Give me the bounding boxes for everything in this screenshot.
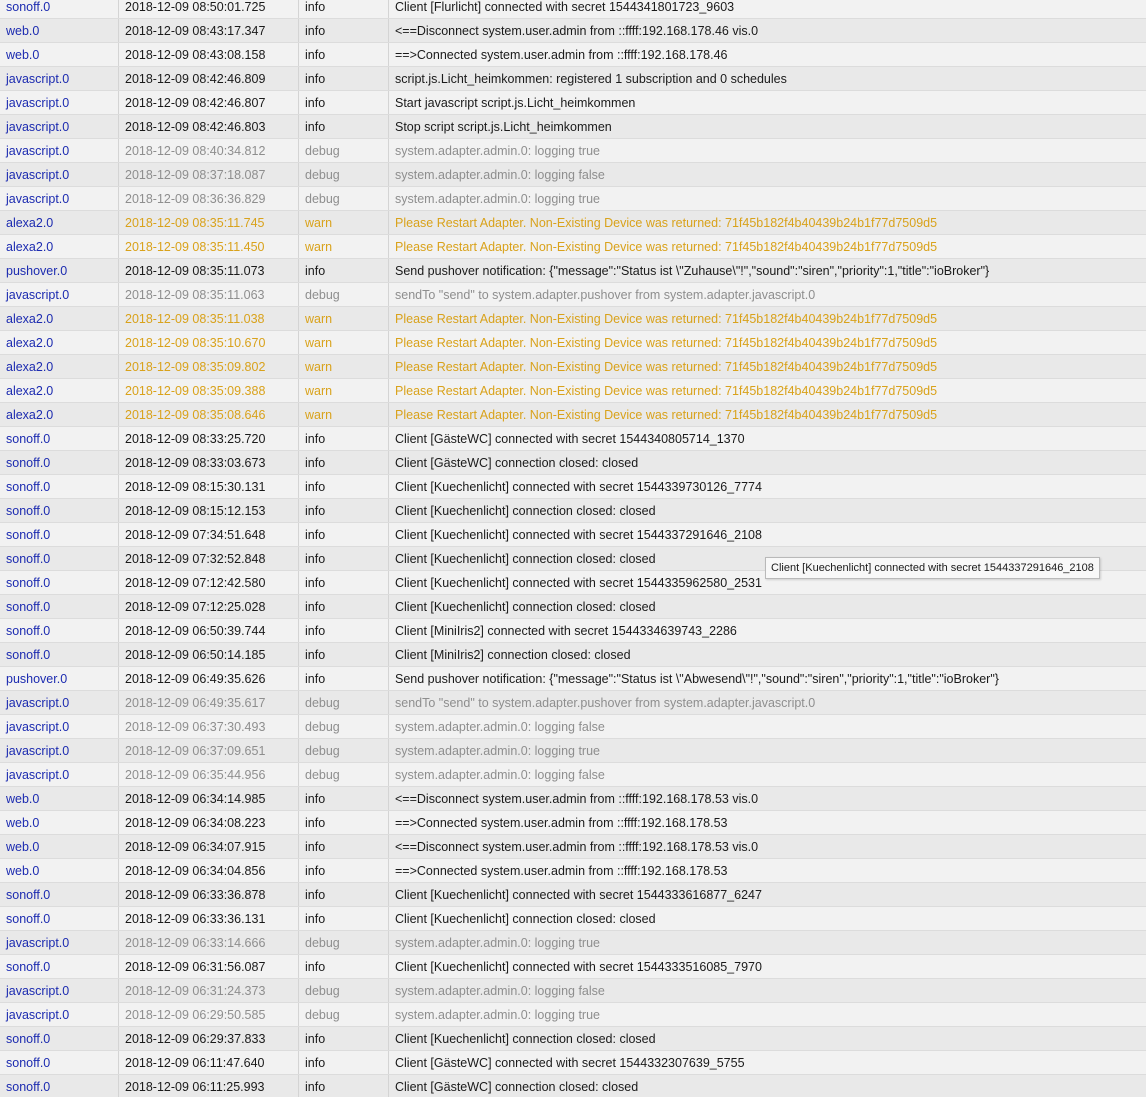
log-source: javascript.0 [0,691,119,714]
log-timestamp: 2018-12-09 08:43:08.158 [119,43,299,66]
log-source: pushover.0 [0,259,119,282]
log-source: alexa2.0 [0,211,119,234]
log-severity: warn [299,235,389,258]
log-source: sonoff.0 [0,499,119,522]
log-severity: info [299,451,389,474]
log-timestamp: 2018-12-09 06:33:36.878 [119,883,299,906]
log-message: system.adapter.admin.0: logging false [395,168,605,182]
log-timestamp: 2018-12-09 08:35:08.646 [119,403,299,426]
log-row[interactable] [0,91,1146,115]
log-timestamp: 2018-12-09 06:37:30.493 [119,715,299,738]
log-row[interactable] [0,931,1146,955]
log-severity: debug [299,163,389,186]
log-row[interactable] [0,763,1146,787]
log-source: web.0 [0,835,119,858]
log-severity: info [299,1075,389,1097]
log-source: sonoff.0 [0,475,119,498]
log-timestamp: 2018-12-09 08:35:09.388 [119,379,299,402]
log-source: sonoff.0 [0,595,119,618]
log-source: pushover.0 [0,667,119,690]
message-tooltip: Client [Kuechenlicht] connected with secret 1544337291646_2108 [765,557,1100,579]
log-message: ==>Connected system.user.admin from ::ffff:192.168.178.46 [395,48,728,62]
log-severity: info [299,475,389,498]
log-severity: info [299,835,389,858]
log-row[interactable] [0,19,1146,43]
log-severity: warn [299,211,389,234]
log-row[interactable] [0,115,1146,139]
log-timestamp: 2018-12-09 08:37:18.087 [119,163,299,186]
log-source: javascript.0 [0,283,119,306]
log-source: sonoff.0 [0,547,119,570]
log-timestamp: 2018-12-09 06:34:04.856 [119,859,299,882]
log-source: sonoff.0 [0,1075,119,1097]
log-source: alexa2.0 [0,403,119,426]
log-message: Client [Kuechenlicht] connected with secret 1544333616877_6247 [395,888,762,902]
log-row[interactable] [0,691,1146,715]
log-row[interactable] [0,883,1146,907]
log-row[interactable] [0,595,1146,619]
log-message: system.adapter.admin.0: logging true [395,144,600,158]
log-timestamp: 2018-12-09 08:35:10.670 [119,331,299,354]
log-row[interactable] [0,619,1146,643]
log-timestamp: 2018-12-09 06:31:56.087 [119,955,299,978]
log-severity: debug [299,931,389,954]
log-timestamp: 2018-12-09 08:35:11.038 [119,307,299,330]
log-timestamp: 2018-12-09 08:15:30.131 [119,475,299,498]
log-message: system.adapter.admin.0: logging true [395,744,600,758]
log-timestamp: 2018-12-09 08:50:01.725 [119,0,299,18]
log-source: web.0 [0,811,119,834]
log-timestamp: 2018-12-09 08:43:17.347 [119,19,299,42]
log-row[interactable] [0,1075,1146,1097]
log-severity: debug [299,283,389,306]
log-timestamp: 2018-12-09 06:29:50.585 [119,1003,299,1026]
log-timestamp: 2018-12-09 08:33:25.720 [119,427,299,450]
log-timestamp: 2018-12-09 08:35:09.802 [119,355,299,378]
log-timestamp: 2018-12-09 06:50:39.744 [119,619,299,642]
log-message: Please Restart Adapter. Non-Existing Device was returned: 71f45b182f4b40439b24b1f77d7509d5 [395,240,938,254]
log-timestamp: 2018-12-09 08:42:46.809 [119,67,299,90]
log-message: <==Disconnect system.user.admin from ::ffff:192.168.178.53 vis.0 [395,840,759,854]
log-row[interactable] [0,955,1146,979]
log-severity: info [299,427,389,450]
log-severity: info [299,91,389,114]
log-severity: info [299,643,389,666]
log-message: Send pushover notification: {"message":"Status ist \"Abwesend\"!","sound":"siren","priority":1,"title":"ioBroker"} [395,672,999,686]
log-timestamp: 2018-12-09 08:36:36.829 [119,187,299,210]
log-timestamp: 2018-12-09 06:33:14.666 [119,931,299,954]
log-row[interactable] [0,835,1146,859]
log-source: javascript.0 [0,763,119,786]
log-row[interactable] [0,523,1146,547]
log-severity: info [299,595,389,618]
log-source: alexa2.0 [0,235,119,258]
log-timestamp: 2018-12-09 07:12:42.580 [119,571,299,594]
log-source: web.0 [0,19,119,42]
log-row[interactable] [0,307,1146,331]
log-source: javascript.0 [0,163,119,186]
log-row[interactable] [0,739,1146,763]
log-message: Client [MiniIris2] connected with secret 1544334639743_2286 [395,624,737,638]
log-row[interactable] [0,67,1146,91]
log-message: Client [MiniIris2] connection closed: closed [395,648,631,662]
log-timestamp: 2018-12-09 06:31:24.373 [119,979,299,1002]
log-row[interactable] [0,355,1146,379]
log-message: sendTo "send" to system.adapter.pushover from system.adapter.javascript.0 [395,696,816,710]
log-source: alexa2.0 [0,355,119,378]
log-timestamp: 2018-12-09 08:35:11.450 [119,235,299,258]
log-message: Client [Kuechenlicht] connection closed: closed [395,504,656,518]
log-message: ==>Connected system.user.admin from ::ffff:192.168.178.53 [395,816,728,830]
log-row[interactable] [0,187,1146,211]
log-source: web.0 [0,787,119,810]
log-timestamp: 2018-12-09 06:29:37.833 [119,1027,299,1050]
log-severity: debug [299,139,389,162]
log-row[interactable] [0,1027,1146,1051]
log-source: javascript.0 [0,1003,119,1026]
log-timestamp: 2018-12-09 07:34:51.648 [119,523,299,546]
log-row[interactable] [0,979,1146,1003]
log-severity: warn [299,307,389,330]
log-timestamp: 2018-12-09 06:34:07.915 [119,835,299,858]
log-severity: info [299,67,389,90]
log-source: javascript.0 [0,187,119,210]
log-severity: info [299,1027,389,1050]
log-timestamp: 2018-12-09 06:35:44.956 [119,763,299,786]
log-row[interactable] [0,715,1146,739]
log-source: javascript.0 [0,139,119,162]
log-timestamp: 2018-12-09 08:42:46.807 [119,91,299,114]
log-source: sonoff.0 [0,0,119,18]
log-source: alexa2.0 [0,307,119,330]
log-source: javascript.0 [0,979,119,1002]
log-source: sonoff.0 [0,883,119,906]
log-severity: info [299,571,389,594]
log-source: sonoff.0 [0,451,119,474]
log-timestamp: 2018-12-09 08:15:12.153 [119,499,299,522]
log-source: javascript.0 [0,739,119,762]
log-message: Please Restart Adapter. Non-Existing Device was returned: 71f45b182f4b40439b24b1f77d7509d5 [395,360,938,374]
log-timestamp: 2018-12-09 07:12:25.028 [119,595,299,618]
log-message: Client [Kuechenlicht] connected with secret 1544337291646_2108 [395,528,762,542]
log-severity: info [299,955,389,978]
log-source: sonoff.0 [0,427,119,450]
log-row[interactable] [0,1051,1146,1075]
log-severity: debug [299,691,389,714]
log-source: web.0 [0,43,119,66]
log-severity: debug [299,187,389,210]
log-message: system.adapter.admin.0: logging false [395,720,605,734]
log-row[interactable] [0,331,1146,355]
log-row[interactable] [0,403,1146,427]
log-timestamp: 2018-12-09 08:35:11.745 [119,211,299,234]
log-row[interactable] [0,427,1146,451]
log-severity: debug [299,715,389,738]
log-severity: info [299,43,389,66]
log-row[interactable] [0,1003,1146,1027]
log-severity: info [299,787,389,810]
log-severity: info [299,907,389,930]
log-message: Client [Kuechenlicht] connection closed: closed [395,912,656,926]
log-message: system.adapter.admin.0: logging true [395,1008,600,1022]
log-row[interactable] [0,907,1146,931]
log-timestamp: 2018-12-09 08:40:34.812 [119,139,299,162]
log-row[interactable] [0,283,1146,307]
log-row[interactable] [0,259,1146,283]
log-severity: debug [299,1003,389,1026]
log-timestamp: 2018-12-09 08:42:46.803 [119,115,299,138]
log-message: ==>Connected system.user.admin from ::ffff:192.168.178.53 [395,864,728,878]
log-source: javascript.0 [0,115,119,138]
log-severity: debug [299,979,389,1002]
log-source: alexa2.0 [0,331,119,354]
log-timestamp: 2018-12-09 08:35:11.063 [119,283,299,306]
log-severity: info [299,499,389,522]
log-message: Client [Flurlicht] connected with secret 1544341801723_9603 [395,0,735,14]
log-timestamp: 2018-12-09 06:50:14.185 [119,643,299,666]
log-message: Send pushover notification: {"message":"Status ist \"Zuhause\"!","sound":"siren","priority":1,"title":"ioBroker"} [395,264,990,278]
log-timestamp: 2018-12-09 06:49:35.626 [119,667,299,690]
log-severity: info [299,547,389,570]
log-row[interactable] [0,235,1146,259]
log-message: system.adapter.admin.0: logging false [395,984,605,998]
log-source: sonoff.0 [0,619,119,642]
log-message: Please Restart Adapter. Non-Existing Device was returned: 71f45b182f4b40439b24b1f77d7509d5 [395,216,938,230]
log-timestamp: 2018-12-09 06:49:35.617 [119,691,299,714]
log-message: Start javascript script.js.Licht_heimkommen [395,96,636,110]
log-row[interactable] [0,0,1146,19]
log-row[interactable] [0,667,1146,691]
log-severity: info [299,667,389,690]
log-message: Stop script script.js.Licht_heimkommen [395,120,612,134]
log-severity: info [299,259,389,282]
log-row[interactable] [0,499,1146,523]
log-message: Client [GästeWC] connected with secret 1544340805714_1370 [395,432,745,446]
log-source: javascript.0 [0,715,119,738]
log-source: sonoff.0 [0,955,119,978]
log-timestamp: 2018-12-09 06:34:08.223 [119,811,299,834]
log-source: sonoff.0 [0,1027,119,1050]
log-severity: info [299,115,389,138]
log-severity: info [299,0,389,18]
log-message: Please Restart Adapter. Non-Existing Device was returned: 71f45b182f4b40439b24b1f77d7509d5 [395,408,938,422]
log-source: sonoff.0 [0,571,119,594]
log-source: sonoff.0 [0,907,119,930]
log-row[interactable] [0,163,1146,187]
log-row[interactable] [0,811,1146,835]
log-source: web.0 [0,859,119,882]
log-severity: warn [299,355,389,378]
log-source: sonoff.0 [0,1051,119,1074]
log-message: system.adapter.admin.0: logging false [395,768,605,782]
log-row[interactable] [0,379,1146,403]
log-severity: info [299,523,389,546]
log-row[interactable] [0,43,1146,67]
log-message: sendTo "send" to system.adapter.pushover from system.adapter.javascript.0 [395,288,816,302]
log-message: Please Restart Adapter. Non-Existing Device was returned: 71f45b182f4b40439b24b1f77d7509d5 [395,312,938,326]
log-timestamp: 2018-12-09 06:37:09.651 [119,739,299,762]
log-severity: info [299,883,389,906]
log-row[interactable] [0,139,1146,163]
log-timestamp: 2018-12-09 08:35:11.073 [119,259,299,282]
log-source: alexa2.0 [0,379,119,402]
log-message: <==Disconnect system.user.admin from ::ffff:192.168.178.53 vis.0 [395,792,759,806]
log-row[interactable] [0,211,1146,235]
log-severity: info [299,811,389,834]
log-source: javascript.0 [0,931,119,954]
log-message: Client [GästeWC] connection closed: closed [395,456,639,470]
log-source: javascript.0 [0,67,119,90]
log-severity: info [299,19,389,42]
log-message: system.adapter.admin.0: logging true [395,192,600,206]
log-message: Client [Kuechenlicht] connection closed: closed [395,600,656,614]
log-message: Please Restart Adapter. Non-Existing Device was returned: 71f45b182f4b40439b24b1f77d7509d5 [395,336,938,350]
log-source: sonoff.0 [0,643,119,666]
log-timestamp: 2018-12-09 07:32:52.848 [119,547,299,570]
log-message: Client [Kuechenlicht] connection closed: closed [395,1032,656,1046]
log-message: Client [Kuechenlicht] connection closed: closed [395,552,656,566]
log-message: script.js.Licht_heimkommen: registered 1 subscription and 0 schedules [395,72,787,86]
log-row[interactable] [0,451,1146,475]
log-message: Client [Kuechenlicht] connected with secret 1544335962580_2531 [395,576,762,590]
log-severity: debug [299,739,389,762]
log-row[interactable] [0,643,1146,667]
log-severity: info [299,1051,389,1074]
log-timestamp: 2018-12-09 06:33:36.131 [119,907,299,930]
log-source: javascript.0 [0,91,119,114]
log-message: Client [Kuechenlicht] connected with secret 1544333516085_7970 [395,960,762,974]
log-message: system.adapter.admin.0: logging true [395,936,600,950]
log-severity: debug [299,763,389,786]
log-message: Client [GästeWC] connection closed: closed [395,1080,639,1094]
log-severity: info [299,619,389,642]
log-message: Client [Kuechenlicht] connected with secret 1544339730126_7774 [395,480,762,494]
log-timestamp: 2018-12-09 06:34:14.985 [119,787,299,810]
log-severity: warn [299,331,389,354]
log-timestamp: 2018-12-09 08:33:03.673 [119,451,299,474]
log-row[interactable] [0,787,1146,811]
log-timestamp: 2018-12-09 06:11:25.993 [119,1075,299,1097]
log-severity: warn [299,379,389,402]
log-severity: info [299,859,389,882]
log-timestamp: 2018-12-09 06:11:47.640 [119,1051,299,1074]
log-message: Please Restart Adapter. Non-Existing Device was returned: 71f45b182f4b40439b24b1f77d7509d5 [395,384,938,398]
log-severity: warn [299,403,389,426]
log-source: sonoff.0 [0,523,119,546]
log-message: <==Disconnect system.user.admin from ::ffff:192.168.178.46 vis.0 [395,24,759,38]
log-row[interactable] [0,475,1146,499]
log-message: Client [GästeWC] connected with secret 1544332307639_5755 [395,1056,745,1070]
log-row[interactable] [0,859,1146,883]
